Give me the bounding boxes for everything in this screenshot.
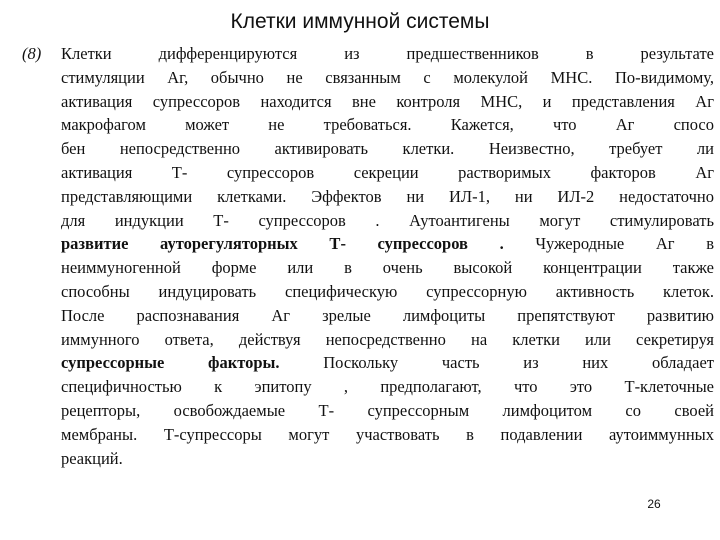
text-run: неиммуногенной форме или в очень высокой концентрации также bbox=[61, 258, 714, 278]
page-number: 26 bbox=[647, 497, 661, 511]
paragraph-line bbox=[61, 185, 714, 209]
text-run: рецепторы, освобождаемые Т- супрессорным лимфоцитом со своей bbox=[61, 400, 714, 420]
text-run: макрофагом может не требоваться. Кажется, что Аг спосо bbox=[61, 115, 714, 135]
text-run: иммунного ответа, действуя непосредственно на клетки или секретируя bbox=[61, 329, 714, 349]
paragraph-line bbox=[61, 399, 714, 423]
paragraph-line bbox=[61, 351, 714, 375]
text-run: активация супрессоров находится вне контроля МНС, и представления Аг bbox=[61, 91, 714, 111]
text-run: специфичностью к эпитопу , предполагают, что это Т-клеточные bbox=[61, 377, 714, 397]
text-run: мембраны. Т-супрессоры могут участвовать в подавлении аутоиммунных bbox=[61, 424, 714, 444]
paragraph-line bbox=[61, 232, 714, 256]
paragraph-line bbox=[61, 304, 714, 328]
text-run: Клетки дифференцируются из предшественников в результате bbox=[61, 44, 714, 63]
list-item-marker bbox=[22, 42, 41, 66]
text-run: Поскольку часть из них обладает bbox=[279, 353, 714, 373]
text-run: После распознавания Аг зрелые лимфоциты препятствуют развитию bbox=[61, 305, 714, 325]
text-run: для индукции Т- супрессоров . Аутоантигены могут стимулировать bbox=[61, 210, 714, 230]
text-run: реакций. bbox=[61, 448, 123, 468]
paragraph-line bbox=[61, 375, 714, 399]
paragraph-line bbox=[61, 423, 714, 447]
text-run: представляющими клетками. Эффектов ни ИЛ-1, ни ИЛ-2 недостаточно bbox=[61, 186, 714, 206]
paragraph-line bbox=[61, 137, 714, 161]
text-run: способны индуцировать специфическую супрессорную активность клеток. bbox=[61, 281, 714, 301]
bold-term: супрессорные факторы. bbox=[61, 353, 280, 373]
paragraph-line bbox=[61, 328, 714, 352]
paragraph-line bbox=[61, 280, 714, 304]
slide-title: Клетки иммунной системы bbox=[230, 10, 490, 33]
text-run: бен непосредственно активировать клетки. Неизвестно, требует ли bbox=[61, 139, 714, 159]
paragraph-line bbox=[61, 161, 714, 185]
list-item-number: (8) bbox=[22, 44, 42, 63]
paragraph-line bbox=[61, 66, 714, 90]
paragraph-line bbox=[61, 447, 714, 471]
body-paragraph bbox=[61, 42, 714, 470]
paragraph-line bbox=[61, 90, 714, 114]
paragraph-line bbox=[61, 113, 714, 137]
text-run: активация Т- супрессоров секреции растворимых факторов Аг bbox=[61, 162, 714, 182]
text-run: стимуляции Аг, обычно не связанным с молекулой МНС. По-видимому, bbox=[61, 67, 714, 87]
bold-term: развитие ауторегуляторных Т- супрессоров . bbox=[61, 234, 504, 254]
text-run: Чужеродные Аг в bbox=[503, 234, 714, 254]
paragraph-line bbox=[61, 256, 714, 280]
paragraph-line bbox=[61, 42, 714, 66]
paragraph-line bbox=[61, 209, 714, 233]
